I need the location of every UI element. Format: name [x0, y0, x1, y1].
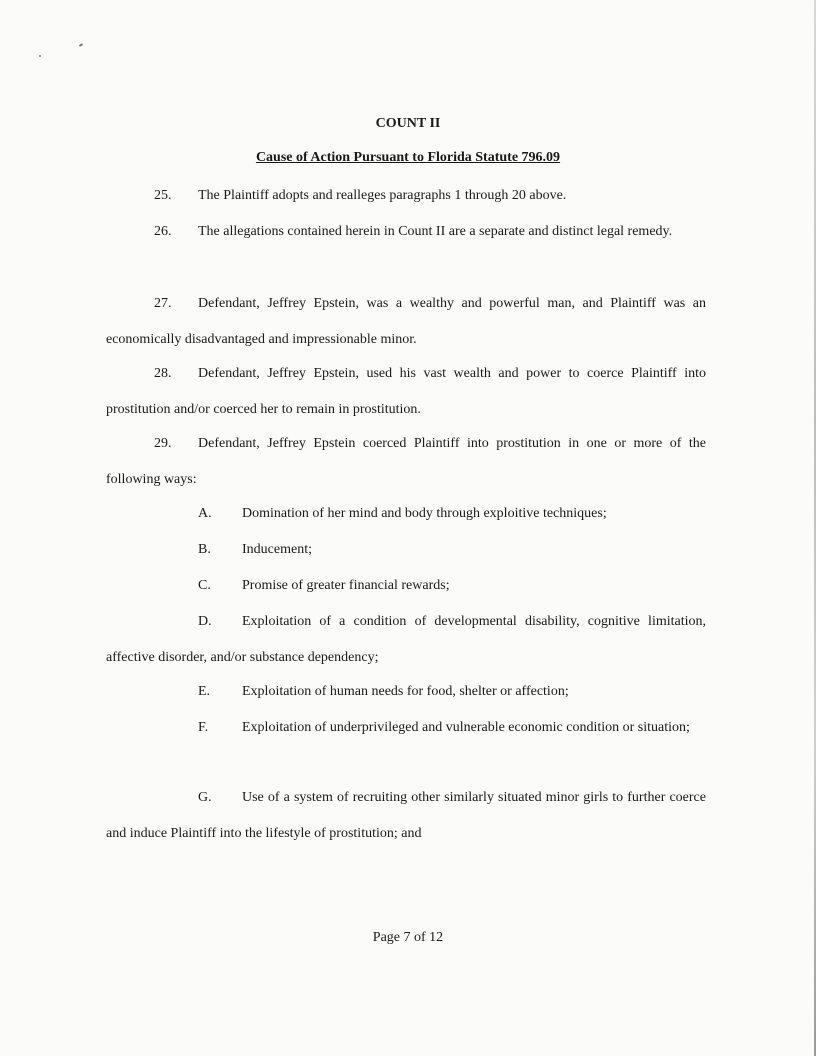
paragraph-number: 29.: [154, 436, 172, 451]
paragraph-number: 25.: [154, 188, 172, 203]
paragraph-text: The allegations contained herein in Count II are a separate and distinct legal remedy.: [198, 224, 673, 239]
paragraph-number: 28.: [154, 366, 172, 381]
list-item-e: [106, 674, 706, 710]
paragraph-27: [106, 286, 706, 358]
item-text: Domination of her mind and body through exploitive techniques;: [242, 506, 607, 521]
paragraph-number: 26.: [154, 224, 172, 239]
scan-speck: [39, 55, 41, 57]
item-letter: B.: [198, 542, 211, 557]
item-text: Exploitation of a condition of developmental disability, cognitive limitation, affective disorder, and/or substance dependency;: [106, 614, 706, 665]
list-item-g: [106, 780, 706, 852]
count-title: COUNT II: [375, 116, 441, 131]
item-letter: C.: [198, 578, 211, 593]
list-item-a: [106, 496, 706, 532]
item-text: Exploitation of human needs for food, shelter or affection;: [242, 684, 569, 699]
paragraph-number: 27.: [154, 296, 172, 311]
paragraph-28: [106, 356, 706, 428]
paragraph-text: Defendant, Jeffrey Epstein, used his vast wealth and power to coerce Plaintiff into prostitution and/or coerced her to remain in prostitution.: [106, 366, 706, 417]
paragraph-29: [106, 426, 706, 498]
list-item-b: [106, 532, 706, 568]
item-letter: E.: [198, 684, 211, 699]
item-letter: G.: [198, 790, 212, 805]
item-text: Promise of greater financial rewards;: [242, 578, 450, 593]
paragraph-26: [106, 214, 706, 250]
list-item-c: [106, 568, 706, 604]
page-number: Page 7 of 12: [372, 930, 444, 945]
list-item-f: [106, 710, 706, 746]
item-letter: F.: [198, 720, 209, 735]
item-text: Exploitation of underprivileged and vulnerable economic condition or situation;: [242, 720, 690, 735]
list-item-d: [106, 604, 706, 676]
paragraph-text: Defendant, Jeffrey Epstein, was a wealthy and powerful man, and Plaintiff was an economically disadvantaged and impressionable minor.: [106, 296, 706, 347]
item-letter: A.: [198, 506, 212, 521]
scan-speck: [79, 43, 83, 47]
paragraph-text: The Plaintiff adopts and realleges paragraphs 1 through 20 above.: [198, 188, 567, 203]
item-text: Use of a system of recruiting other similarly situated minor girls to further coerce and induce Plaintiff into the lifestyle of prostitution; and: [106, 790, 706, 841]
item-text: Inducement;: [242, 542, 312, 557]
item-letter: D.: [198, 614, 212, 629]
paragraph-text: Defendant, Jeffrey Epstein coerced Plaintiff into prostitution in one or more of the following ways:: [106, 436, 706, 487]
paragraph-25: [106, 178, 706, 214]
count-heading: Cause of Action Pursuant to Florida Statute 796.09: [255, 150, 561, 165]
